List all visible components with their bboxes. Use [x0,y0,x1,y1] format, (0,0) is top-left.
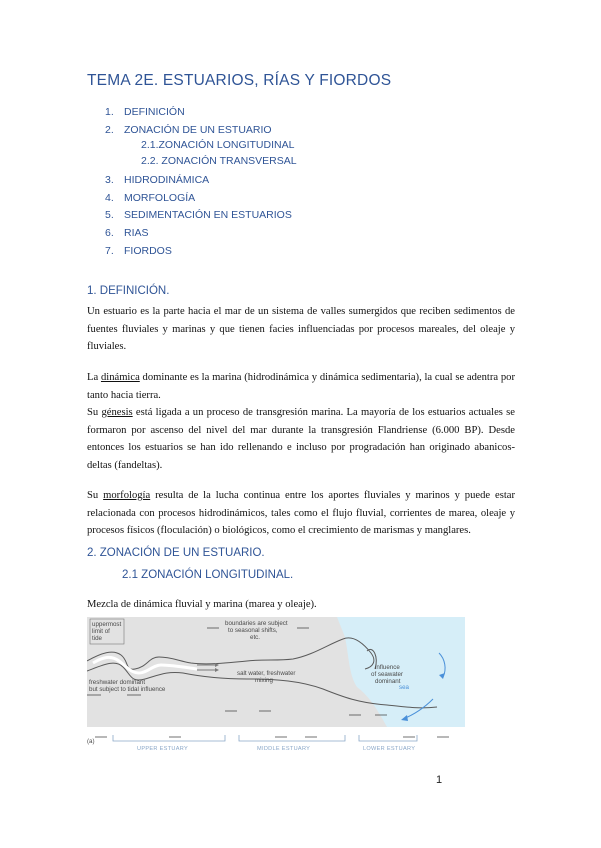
svg-text:to seasonal shifts,: to seasonal shifts, [228,627,278,634]
paragraph-morfologia [87,481,515,540]
toc-number: 5. [105,209,114,221]
toc-number: 1. [105,106,114,118]
svg-text:dominant: dominant [375,678,401,685]
estuary-zonation-figure [87,617,465,753]
toc-label: HIDRODINÁMICA [124,174,210,186]
paragraph-genesis [87,398,515,474]
toc-label: 2.2. ZONACIÓN TRANSVERSAL [141,155,297,167]
section-heading-definicion: 1. DEFINICIÓN. [87,285,170,297]
label-sea: sea [399,684,409,691]
paragraph-lead: La [87,372,101,383]
toc-label: RIAS [124,227,149,239]
section-heading-zonacion: 2. ZONACIÓN DE UN ESTUARIO. [87,547,265,559]
svg-text:freshwater dominant: freshwater dominant [89,679,146,686]
svg-text:influence: influence [375,664,400,671]
toc-item[interactable] [105,174,209,186]
svg-text:but subject to tidal influence: but subject to tidal influence [89,686,166,693]
page-number: 1 [436,774,443,786]
toc-number: 7. [105,245,114,257]
zone-lower-estuary: LOWER ESTUARY [363,746,416,752]
paragraph-rest: resulta de la lucha continua entre los aportes fluviales y marinos y puede estar relacionada con procesos hidrodinámicos, tales como el flujo fluvial, corrientes de marea, oleaje y procesos físicos (floculación) o biológicos, como el crecimiento de marismas y manglares. [87,490,515,537]
panel-label: (a) [87,738,95,745]
svg-text:etc.: etc. [250,634,260,641]
paragraph-lead: Su [87,407,102,418]
toc-label: 2.1.ZONACIÓN LONGITUDINAL [141,139,295,151]
svg-text:boundaries are subject: boundaries are subject [225,620,288,627]
svg-text:limit of: limit of [92,628,110,635]
svg-text:mixing: mixing [255,677,273,684]
svg-text:tide: tide [92,635,102,642]
toc-item[interactable] [105,192,195,204]
toc-item[interactable] [105,124,272,136]
zone-upper-estuary: UPPER ESTUARY [137,746,189,752]
toc-item[interactable] [105,209,292,221]
toc-item[interactable] [105,106,185,118]
svg-text:of seawater: of seawater [371,671,403,678]
document-title: TEMA 2E. ESTUARIOS, RÍAS Y FIORDOS [87,72,392,89]
toc-number: 4. [105,192,114,204]
toc-number: 2. [105,124,114,136]
svg-text:salt water, freshwater: salt water, freshwater [237,670,296,677]
zone-middle-estuary: MIDDLE ESTUARY [257,746,311,752]
svg-text:uppermost: uppermost [92,621,122,628]
paragraph-rest: está ligada a un proceso de transgresión marina. La mayoría de los estuarios actuales se formaron por ascenso del nivel del mar durante la transgresión Flandriense (6.000 BP). Desde entonces los estuarios se han ido rellenando e incluso por progradación han originado abanicos-deltas (fandeltas). [87,407,515,471]
paragraph-lead: Su [87,490,104,501]
subsection-heading-longitudinal: 2.1 ZONACIÓN LONGITUDINAL. [122,569,294,581]
toc-item[interactable] [105,245,172,257]
term-morfologia: morfología [103,490,151,501]
paragraph-rest: dominante es la marina (hidrodinámica y dinámica sedimentaria), la cual se adentra por tanto hacia tierra. [87,372,515,401]
toc-item[interactable] [141,155,297,167]
toc-label: FIORDOS [124,245,172,257]
term-genesis: génesis [101,407,133,418]
zone-brackets [113,735,417,741]
toc-number: 3. [105,174,114,186]
toc-label: DEFINICIÓN [124,106,185,118]
toc-item[interactable] [141,139,294,151]
toc-item[interactable] [105,227,149,239]
figure-caption: Mezcla de dinámica fluvial y marina (marea y oleaje). [87,599,317,610]
paragraph-definition: Un estuario es la parte hacia el mar de un sistema de valles sumergidos que reciben sedimentos de fuentes fluviales y marinas y que tienen facies influenciadas por procesos mareales, del oleaje y fluviales. [87,306,515,353]
toc-label: ZONACIÓN DE UN ESTUARIO [124,124,272,136]
label-seawater [371,664,403,685]
term-dinamica: dinámica [100,372,140,383]
toc-label: SEDIMENTACIÓN EN ESTUARIOS [124,209,292,221]
toc-label: MORFOLOGÍA [124,192,196,204]
toc-number: 6. [105,227,114,239]
